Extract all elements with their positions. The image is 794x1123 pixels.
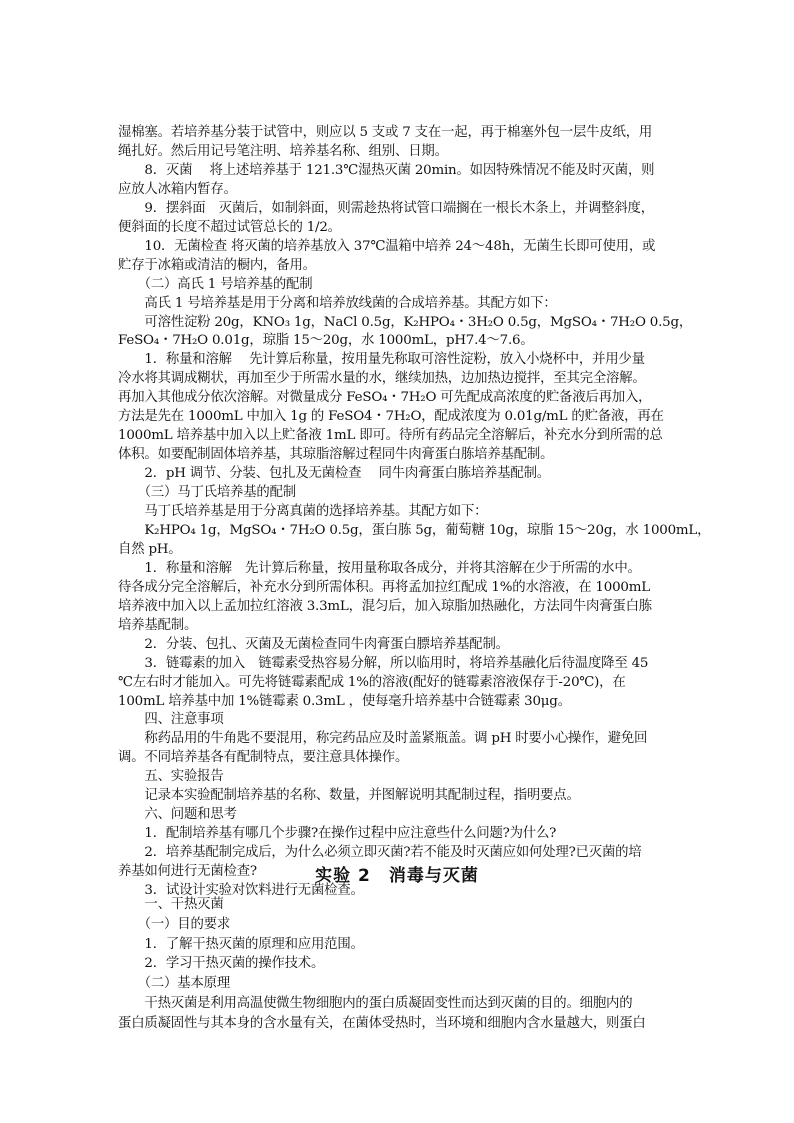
text-line: 2．培养基配制完成后，为什么必须立即灭菌?若不能及时灭菌应如何处理?已灭菌的培: [118, 845, 642, 861]
text-line: 称药品用的牛角匙不要混用，称完药品应及时盖紧瓶盖。调 pH 时要小心操作，避免回: [118, 731, 648, 747]
text-line: 一、干热灭菌: [118, 897, 224, 912]
text-line: 2．pH 调节、分装、包扎及无菌检查 同牛肉膏蛋白胨培养基配制。: [118, 466, 550, 482]
text-line: 培养基配制。: [118, 617, 198, 633]
text-line: 冷水将其调成糊状，再加至少于所需水量的水，继续加热，边加热边搅拌，至其完全溶解。: [118, 371, 646, 387]
text-line: 记录本实验配制培养基的名称、数量，并图解说明其配制过程，指明要点。: [118, 788, 580, 804]
text-line: 1000mL 培养基中加入以上贮备液 1mL 即可。待所有药品完全溶解后，补充水分到所需的总: [118, 428, 663, 444]
text-line: ℃左右时才能加入。可先将链霉素配成 1%的溶液(配好的链霉素溶液保存于-20℃)，在: [118, 674, 626, 690]
text-line: （二）高氏 1 号培养基的配制: [118, 276, 313, 292]
text-line: 高氏 1 号培养基是用于分离和培养放线菌的合成培养基。其配方如下：: [118, 295, 557, 311]
text-line: 100mL 培养基中加 1%链霉素 0.3mL ，使每毫升培养基中合链霉素 30μg。: [118, 693, 571, 709]
text-line: 蛋白质凝固性与其本身的含水量有关，在菌体受热时，当环境和细胞内含水量越大，则蛋白: [118, 1015, 646, 1031]
text-line: 1．了解干热灭菌的原理和应用范围。: [118, 936, 364, 952]
text-line: 调。不同培养基各有配制特点，要注意具体操作。: [118, 750, 409, 766]
text-line: 2．分装、包扎、灭菌及无菌检查同牛肉膏蛋白膘培养基配制。: [118, 636, 509, 652]
text-line: 应放人冰箱内暂存。: [118, 181, 237, 197]
text-line: 方法是先在 1000mL 中加入 1g 的 FeSO4・7H₂O，配成浓度为 0.01g/mL 的贮备液，再在: [118, 409, 664, 425]
text-line: 便斜面的长度不超过试管总长的 1/2。: [118, 219, 341, 235]
text-line: 待各成分完全溶解后，补充水分到所需体积。再将孟加拉红配成 1%的水溶液，在 1000mL: [118, 579, 650, 595]
text-line: 再加入其他成分依次溶解。对微量成分 FeSO₄・7H₂O 可先配成高浓度的贮备液后再加入，: [118, 390, 652, 406]
text-line: 干热灭菌是利用高温使微生物细胞内的蛋白质凝固变性而达到灭菌的目的。细胞内的: [118, 996, 633, 1011]
text-line: K₂HPO₄ 1g，MgSO₄・7H₂O 0.5g，蛋白胨 5g，葡萄糖 10g，琼脂 15～20g，水 1000mL，: [118, 522, 711, 538]
text-line: 五、实验报告: [118, 769, 224, 785]
text-line: 绳扎好。然后用记号笔注明、培养基名称、组别、日期。: [118, 143, 448, 159]
text-line: 10．无菌检查 将灭菌的培养基放入 37℃温箱中培养 24～48h，无菌生长即可使用，或: [118, 238, 656, 254]
text-line: 六、问题和思考: [118, 807, 237, 823]
text-line: 贮存于冰箱或清洁的橱内，备用。: [118, 257, 316, 273]
section-title: 实验 2 消毒与灭菌: [315, 866, 479, 886]
text-line: （一）目的要求: [118, 916, 231, 932]
text-line: FeSO₄・7H₂O 0.01g，琼脂 15～20g，水 1000mL，pH7.4～7.6。: [118, 333, 534, 349]
text-line: 体积。如要配制固体培养基，其琼脂溶解过程同牛肉膏蛋白胨培养基配制。: [118, 447, 554, 463]
text-line: （三）马丁氏培养基的配制: [118, 485, 296, 501]
text-line: （二）基本原理: [118, 976, 231, 992]
text-line: 8．灭菌 将上述培养基于 121.3℃湿热灭菌 20min。如因特殊情况不能及时灭菌，则: [118, 162, 655, 178]
text-line: 培养液中加入以上孟加拉红溶液 3.3mL，混匀后，加入琼脂加热融化，方法同牛肉膏蛋白胨: [118, 598, 652, 614]
text-line: 2．学习干热灭菌的操作技术。: [118, 956, 325, 972]
text-line: 1．配制培养基有哪几个步骤?在操作过程中应注意些什么问题?为什么?: [118, 826, 557, 842]
text-line: 湿棉塞。若培养基分装于试管中，则应以 5 支或 7 支在一起，再于棉塞外包一层牛皮纸，用: [118, 125, 653, 140]
text-line: 9．摆斜面 灭菌后，如制斜面，则需趁热将试管口端搁在一根长木条上，并调整斜度，: [118, 200, 654, 216]
text-line: 1．称量和溶解 先计算后称量，按用量先称取可溶性淀粉，放入小烧杯中，并用少量: [118, 352, 645, 368]
text-line: 四、注意事项: [118, 712, 224, 728]
text-line: 可溶性淀粉 20g，KNO₃ 1g，NaCl 0.5g，K₂HPO₄・3H₂O 0.5g，MgSO₄・7H₂O 0.5g，: [118, 314, 693, 330]
text-line: 3．试设计实验对饮料进行无菌检查。: [118, 883, 364, 898]
text-line: 养基如何进行无菌检查?: [118, 864, 257, 880]
text-line: 3．链霉素的加入 链霉素受热容易分解，所以临用时，将培养基融化后待温度降至 45: [118, 655, 649, 671]
text-line: 自然 pH。: [118, 541, 182, 557]
text-line: 马丁氏培养基是用于分离真菌的选择培养基。其配方如下：: [118, 504, 488, 519]
text-line: 1．称量和溶解 先计算后称量，按用量称取各成分，并将其溶解在少于所需的水中。: [118, 560, 641, 576]
